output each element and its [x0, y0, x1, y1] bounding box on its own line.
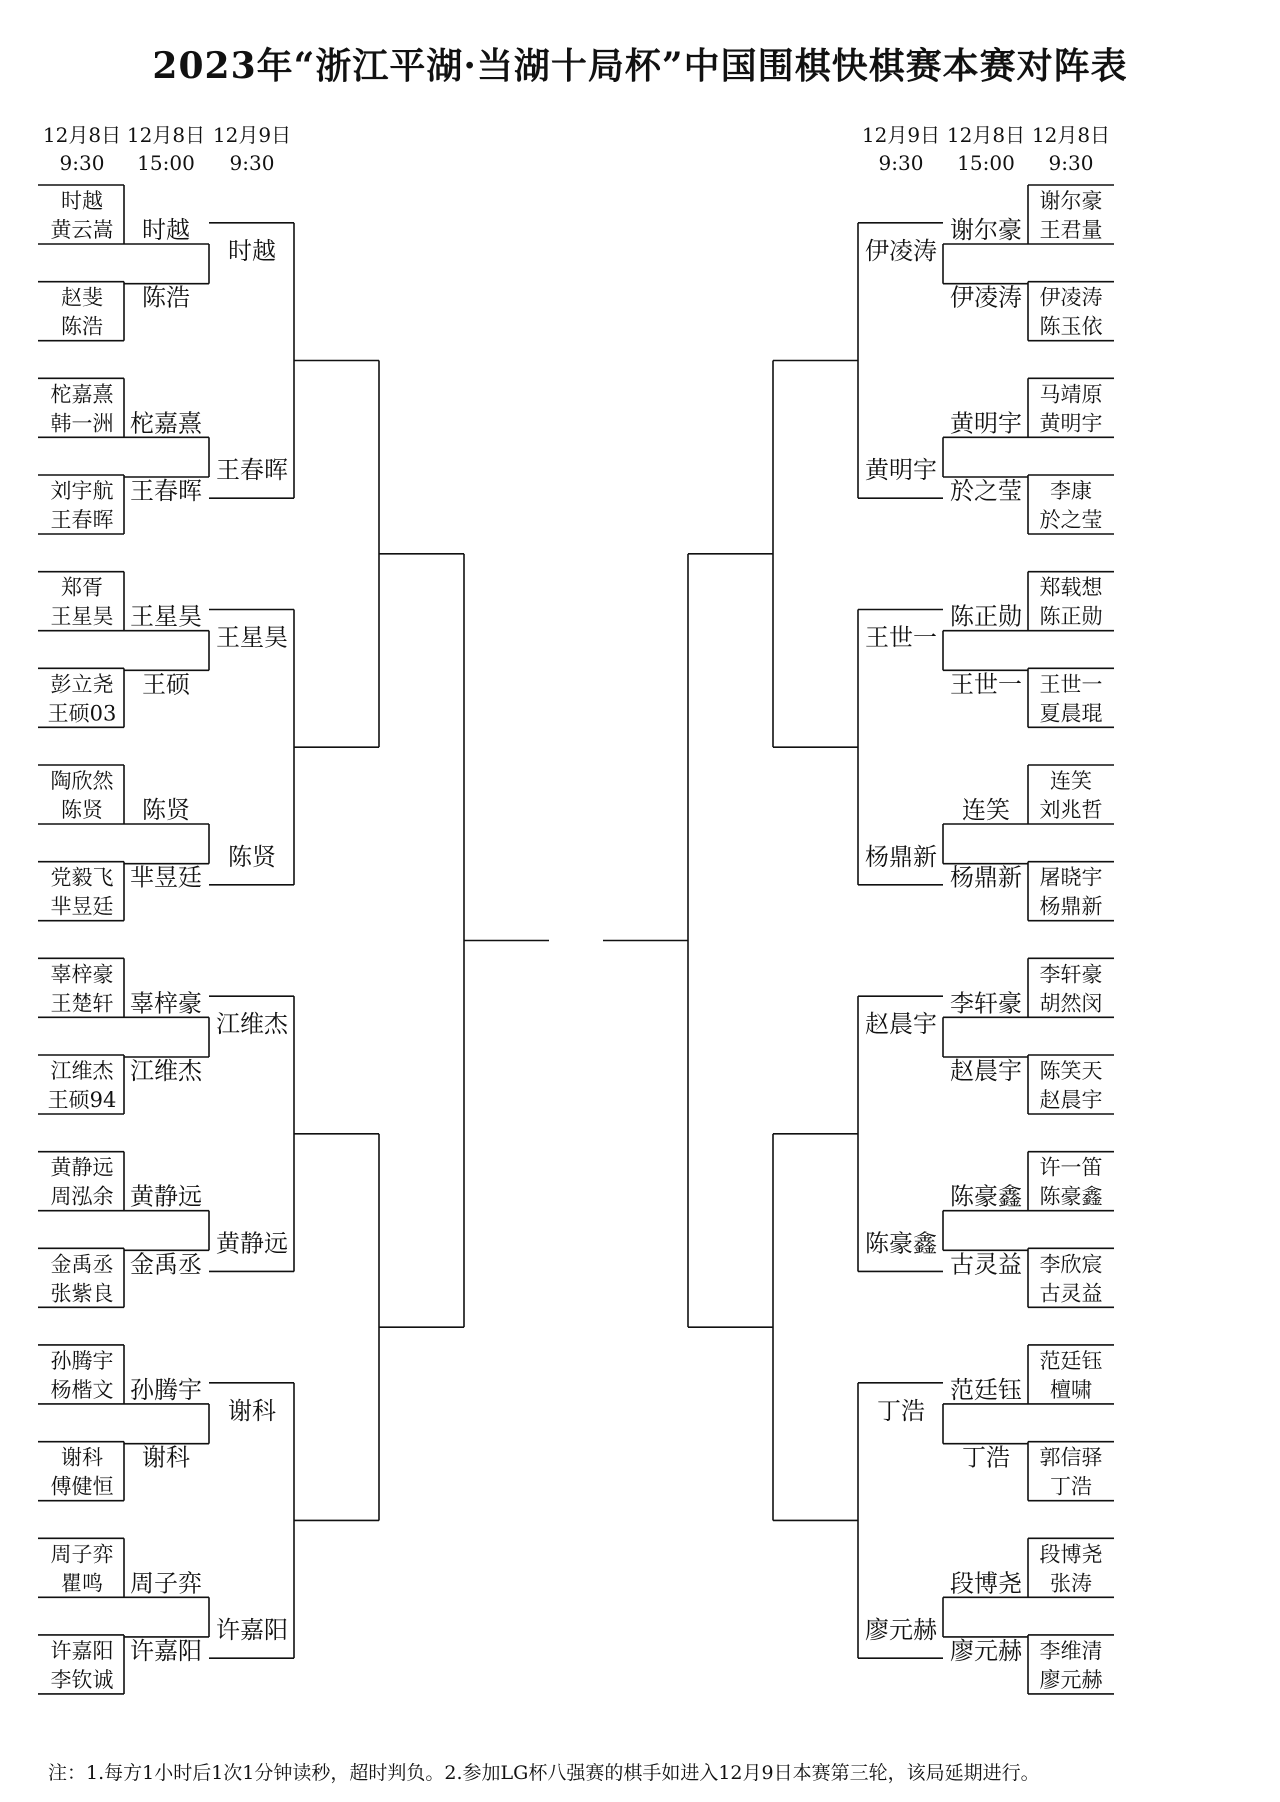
match-winner: 谢尔豪: [950, 216, 1022, 244]
round-header-time: 9:30: [59, 151, 105, 175]
match-winner: 於之莹: [950, 477, 1022, 505]
player-name: 时越: [61, 189, 103, 213]
player-name: 陈玉依: [1039, 314, 1103, 339]
player-name: 黄云嵩: [50, 218, 114, 242]
player-name: 江维杰: [50, 1058, 114, 1083]
player-name: 王世一: [1039, 672, 1103, 697]
player-name: 丁浩: [1050, 1474, 1092, 1499]
player-name: 杨楷文: [50, 1377, 114, 1402]
player-name: 陶欣然: [50, 768, 114, 793]
player-name: 胡然闵: [1039, 991, 1103, 1016]
match-winner: 许嘉阳: [130, 1636, 202, 1665]
match-winner: 黄明宇: [950, 409, 1022, 438]
player-name: 古灵益: [1039, 1281, 1103, 1306]
player-name: 谢尔豪: [1039, 189, 1103, 213]
player-name: 杨鼎新: [1039, 894, 1103, 919]
player-name: 辜梓豪: [50, 962, 114, 987]
match-winner: 金禹丞: [130, 1250, 202, 1279]
match-winner: 黄明宇: [865, 456, 937, 485]
match-winner: 谢科: [228, 1396, 276, 1425]
round-header-date: 12月9日: [212, 123, 292, 147]
round-header-time: 9:30: [229, 151, 275, 175]
match-winner: 古灵益: [950, 1250, 1022, 1279]
round-header-date: 12月8日: [1031, 123, 1111, 147]
player-name: 谢科: [61, 1445, 103, 1470]
match-winner: 黄静远: [130, 1182, 202, 1211]
player-name: 屠晓宇: [1039, 865, 1103, 890]
match-winner: 王世一: [865, 623, 937, 652]
player-name: 陈笑天: [1039, 1058, 1103, 1083]
player-name: 孙腾宇: [50, 1348, 114, 1373]
match-winner: 廖元赫: [865, 1616, 937, 1645]
player-name: 廖元赫: [1039, 1667, 1103, 1692]
match-winner: 丁浩: [877, 1396, 925, 1425]
player-name: 刘宇航: [50, 479, 114, 503]
player-name: 周子弈: [50, 1542, 114, 1567]
round-header-date: 12月8日: [42, 123, 122, 147]
match-winner: 王春晖: [216, 456, 288, 485]
player-name: 王星昊: [50, 604, 114, 629]
player-name: 陈豪鑫: [1039, 1184, 1103, 1209]
player-name: 马靖原: [1039, 382, 1103, 407]
player-name: 金禹丞: [50, 1252, 114, 1277]
player-name: 檀啸: [1050, 1377, 1092, 1402]
match-winner: 陈豪鑫: [865, 1229, 937, 1258]
match-winner: 王硕: [142, 670, 190, 699]
player-name: 黄明宇: [1039, 411, 1103, 436]
match-winner: 时越: [228, 236, 276, 265]
match-winner: 伊凌涛: [950, 283, 1022, 312]
player-name: 李维清: [1039, 1638, 1103, 1663]
player-name: 党毅飞: [50, 865, 114, 890]
round-header-date: 12月8日: [946, 123, 1026, 147]
match-winner: 辜梓豪: [130, 989, 202, 1018]
match-winner: 赵晨宇: [865, 1010, 937, 1039]
player-name: 王硕03: [47, 701, 117, 726]
match-winner: 王世一: [950, 670, 1022, 699]
player-name: 周泓余: [50, 1184, 114, 1209]
player-name: 陈浩: [61, 314, 103, 339]
player-name: 傅健恒: [50, 1474, 114, 1499]
player-name: 王君量: [1039, 218, 1103, 242]
match-winner: 陈豪鑫: [950, 1182, 1022, 1211]
match-winner: 杨鼎新: [865, 842, 937, 871]
match-winner: 丁浩: [962, 1443, 1010, 1472]
match-winner: 黄静远: [216, 1229, 288, 1258]
match-winner: 陈正勋: [950, 602, 1022, 631]
player-name: 陈正勋: [1039, 604, 1103, 629]
match-winner: 陈浩: [142, 283, 190, 312]
match-winner: 李轩豪: [950, 989, 1022, 1018]
player-name: 赵晨宇: [1039, 1087, 1103, 1112]
match-winner: 连笑: [962, 795, 1010, 824]
match-winner: 许嘉阳: [216, 1616, 288, 1645]
player-name: 赵斐: [61, 285, 103, 310]
player-name: 张涛: [1050, 1571, 1092, 1596]
footnote: 注：1.每方1小时后1次1分钟读秒，超时判负。2.参加LG杯八强赛的棋手如进入12月9日本赛第三轮，该局延期进行。: [48, 1762, 1040, 1784]
round-header-time: 9:30: [878, 151, 924, 175]
player-name: 李欣宸: [1039, 1252, 1103, 1277]
match-winner: 赵晨宇: [950, 1056, 1022, 1085]
match-winner: 周子弈: [130, 1569, 202, 1598]
player-name: 陈贤: [61, 797, 103, 822]
player-name: 郑胥: [61, 575, 103, 600]
player-name: 韩一洲: [50, 411, 114, 436]
round-header-time: 15:00: [957, 151, 1015, 175]
player-name: 黄静远: [50, 1155, 114, 1180]
player-name: 段博尧: [1039, 1542, 1103, 1567]
match-winner: 王星昊: [216, 623, 288, 652]
player-name: 王楚轩: [50, 991, 114, 1016]
match-winner: 江维杰: [130, 1056, 202, 1085]
player-name: 郑载想: [1039, 575, 1103, 600]
player-name: 刘兆哲: [1039, 797, 1103, 822]
player-name: 於之莹: [1039, 508, 1103, 532]
round-header-time: 9:30: [1048, 151, 1094, 175]
player-name: 李轩豪: [1039, 962, 1103, 987]
match-winner: 段博尧: [950, 1569, 1022, 1598]
page-title: 2023年“浙江平湖·当湖十局杯”中国围棋快棋赛本赛对阵表: [152, 45, 1128, 87]
match-winner: 谢科: [142, 1443, 190, 1472]
player-name: 许嘉阳: [50, 1638, 114, 1663]
round-header-time: 15:00: [137, 151, 195, 175]
match-winner: 芈昱廷: [130, 863, 202, 892]
round-header-date: 12月9日: [861, 123, 941, 147]
player-name: 许一笛: [1039, 1155, 1103, 1180]
match-winner: 孙腾宇: [130, 1375, 202, 1404]
player-name: 王硕94: [47, 1087, 117, 1112]
match-winner: 王春晖: [130, 477, 202, 505]
player-name: 李康: [1050, 479, 1092, 503]
player-name: 郭信驿: [1039, 1445, 1103, 1470]
match-winner: 杨鼎新: [950, 863, 1022, 892]
match-winner: 柁嘉熹: [130, 409, 202, 438]
match-winner: 范廷钰: [950, 1375, 1022, 1404]
player-name: 张紫良: [50, 1281, 114, 1306]
player-name: 王春晖: [50, 508, 114, 532]
player-name: 范廷钰: [1039, 1348, 1103, 1373]
round-header-date: 12月8日: [126, 123, 206, 147]
player-name: 夏晨琨: [1039, 701, 1103, 726]
match-winner: 江维杰: [216, 1010, 288, 1039]
player-name: 连笑: [1050, 768, 1092, 793]
match-winner: 王星昊: [130, 602, 202, 631]
player-name: 李钦诚: [50, 1667, 114, 1692]
match-winner: 伊凌涛: [865, 236, 937, 265]
match-winner: 廖元赫: [950, 1636, 1022, 1665]
player-name: 彭立尧: [50, 672, 114, 697]
match-winner: 陈贤: [142, 795, 190, 824]
match-winner: 陈贤: [228, 842, 276, 871]
player-name: 柁嘉熹: [50, 382, 114, 407]
match-winner: 时越: [142, 216, 190, 244]
player-name: 芈昱廷: [50, 894, 114, 919]
player-name: 伊凌涛: [1039, 285, 1103, 310]
player-name: 瞿鸣: [61, 1571, 103, 1596]
